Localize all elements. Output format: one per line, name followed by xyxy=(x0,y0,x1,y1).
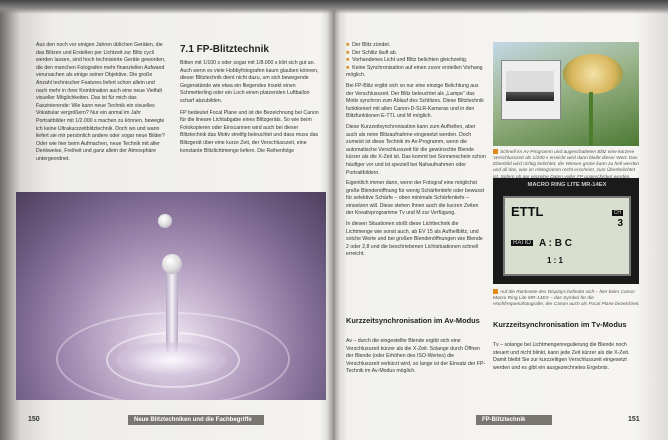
flower-stem xyxy=(589,92,593,146)
section-paragraph-2: FP bedeutet Focal Plane und ist die Bezeichnung bei Canon für die lineare Lichtabgabe eines Blitzgeräts. So wie beim Fotokopieren oder Einscannen wird auch bei dieser Blitztechnik das Motiv streifig beleuchtet und dass muss das Blitzgerät über eine kurze Zeit, der Verschlusszeit, eine konstante Blitzlichtmenge liefern. Die Reihenfolge xyxy=(180,109,319,154)
left-intro-paragraph: Aus den noch vor einigen Jahren üblichen Geräten, die das Blitzen und Erstellen per Lichtzeit zur Blitz cycli werden lassen, sind hoch technisierte Geräte geworden, die den manchen Fotografen mehr finanziellen Aufwand verursachen als einige seiner Objektive. Die große Anzahl technischer Features liefert schon allein und nach mehr in ihrer Kombination auch eine neue Vielfalt visueller Möglichkeiten. Das ist für mich das Faszinierende: Wie kann neue Technik ein visuelles Vokabular vergrößern? Nur ein anmal im Jahr Portraitbilder mit 1/2.000 s machen zu können, bewegte ich keine Ultrakurzzeitblitztechnik. Doch wo und wann liefert sie mir persönlich andere oder sogar neue Bilder? Oder wie hier beim Aufmachen, neue Technik mit aller Denkweise, Freiheit und ganz allein der Atmosphäre untergeordnet. xyxy=(36,42,166,162)
lower-drop xyxy=(162,254,182,274)
lcd-ratio: A : B C xyxy=(539,238,572,249)
left-page-number: 150 xyxy=(28,416,40,423)
bullet-item: ■ Keine Synchronisation auf einen zuvor erstellen Vorhang möglich. xyxy=(346,64,483,79)
paragraph: Eigentlich immer dann, wenn der Fotograf eine möglichst große Blendenöffnung für wenig Schärfentiefe oder bewusst für selektive Schärfe – oben minimale Schärfentiefe – einsetzen will. Diese stehen Ihnen auch die kurzen Zeiten der Kreativprogramme Tv und M zur Verfügung. xyxy=(346,180,485,217)
flash-model-label: MACRO RING LITE MR-14EX xyxy=(527,182,607,188)
subhead-av: Kurzzeitsynchronisation im Av-Modus xyxy=(346,316,480,325)
paragraph: Bei FP-Blitz ergibt sich so nur eine einzige Belichtung aus der Verschlusszeit. Der Blitz beleuchtet als „Lampe“ das Motiv synchron zum Ablauf des Schlitzes. Diese Blitztechnik funktioniert mit allen Canon-D-SLR-Kameras und in den Blitzfunktionen E-TTL und M möglich. xyxy=(346,82,484,120)
left-intro-text xyxy=(36,42,166,164)
right-footer-bar: FP-Blitztechnik xyxy=(476,415,552,425)
subhead-tv: Kurzzeitsynchronisation im Tv-Modus xyxy=(493,320,627,329)
caption-marker-icon xyxy=(493,289,498,294)
lcd-channel-value: 3 xyxy=(617,218,623,229)
lcd-ratio-mid: 1 : 1 xyxy=(547,256,564,265)
lcd-channel-label: CH xyxy=(613,210,621,216)
histogram-dialog xyxy=(501,60,561,120)
caption-2: Auf die Rückseite des Displays befindet sich – hier beim Canon Macro Ring Lite MR-14EX – das Symbol für die Hochfrequenzfotografie, der Canon auch als Focal Plane bezeichnet. xyxy=(493,289,640,308)
splash-crown xyxy=(116,342,226,378)
bullet-icon: ■ xyxy=(346,64,350,71)
tv-paragraph: Tv – solange bei Lichtmengenregulierung die Blende noch steuert und nicht blinkt, kann jede Zeit kürzer als die X-Zeit. Damit bleibt Sie zur kurzzeitigen Verschlusszeit eingesetzt werden und es gibt ein ausgezeichnetes Ergebnis. xyxy=(493,342,630,371)
caption-1: Schnell im Av-Programm und augeschalteten Blitz eine kürzere Verschlusszeit als 1/200 s erreicht wird dann bleibt dieser Wert. Das Ebenbild wird richtig belichtet, die Wiesen grüne kann zu hell werden und all das, was im Histogramm recht erscheint, zum Überbelichtet xyxy=(493,149,640,174)
lcd-ratio-label: RATIO xyxy=(513,240,531,246)
page-top-shadow xyxy=(0,0,668,14)
right-column-1 xyxy=(346,42,486,259)
lcd-panel xyxy=(503,196,631,276)
flower-blossom xyxy=(563,54,623,94)
bullet-item: ■ Vorhandenes Licht und Blitz belichten gleichzeitig. xyxy=(346,57,468,64)
water-column xyxy=(166,267,178,352)
water-drop-photo xyxy=(16,192,326,400)
bullet-item: ■ Der Blitz zündet. xyxy=(346,42,391,48)
bullet-icon: ■ xyxy=(346,42,350,48)
lcd-mode: ETTL xyxy=(511,204,544,219)
bullet-item: ■ Der Schlitz läuft ab. xyxy=(346,49,398,56)
section-paragraph-1: Bitten mit 1/100 s oder sogar mit 1/8.000 s klirt sich gut an. Auch wenn es viele Hobbyfotografen kaum glauben können, dieser Blitztechnik dient nicht dazu, um sich bewegende Gegenstände wie etwa ein fliegendes Insekt einen Schmetterling oder ein Loch einen platzenden Luftballon scharf abzubilden. xyxy=(180,60,319,104)
histogram-graph xyxy=(506,71,554,101)
book-gutter xyxy=(326,0,342,440)
upper-drop xyxy=(158,214,172,228)
section-title: 7.1 FP-Blitztechnik xyxy=(180,44,269,55)
bullet-icon: ■ xyxy=(346,57,350,64)
paragraph: Diese Kurzzeitsynchronisation kann zum Aufhellen, aber auch als reine Blitzaufnahme eingesetzt werden. Doch zumeist ist diese Technik im Av-Programm, wenn die automatische Verschlusszeit für die gewünschte Blende kürzer als die X-Zeit ist. Das kommt bei Sonnenschein schon häufiger vor und ist speziell bei Nahaufnahmen oder Portraitbildern. xyxy=(346,123,486,176)
av-paragraph: Av – durch die eingestellte Blende ergibt sich eine Verschlusszeit kürzer als die X-Zeit. Solange durch Öffnen der Blende (oder Erhöhen des ISO-Wertes) die Verschlusszeit verkürzt wird, so lange ist der Einsatz der FP-Technik im Av-Modus möglich. xyxy=(346,338,486,375)
section-body xyxy=(180,60,320,155)
left-footer-bar: Neue Blitztechniken und die Fachbegriffe xyxy=(128,415,264,425)
paragraph: In diesen Situationen stoßt diese Lichttechnik die Lichtmenge wie sonst auch, ab EV 15 als Aufhellblitz, und solche Werte und bei großen Blendenöffnungen wie Blende 2 oder 2,8 und die beschriebenen Lichtsituationen schnell erreicht. xyxy=(346,221,483,258)
right-page-number: 151 xyxy=(628,416,640,423)
bullet-icon: ■ xyxy=(346,49,350,56)
histogram-screenshot xyxy=(493,42,639,146)
caption-marker-icon xyxy=(493,149,498,154)
